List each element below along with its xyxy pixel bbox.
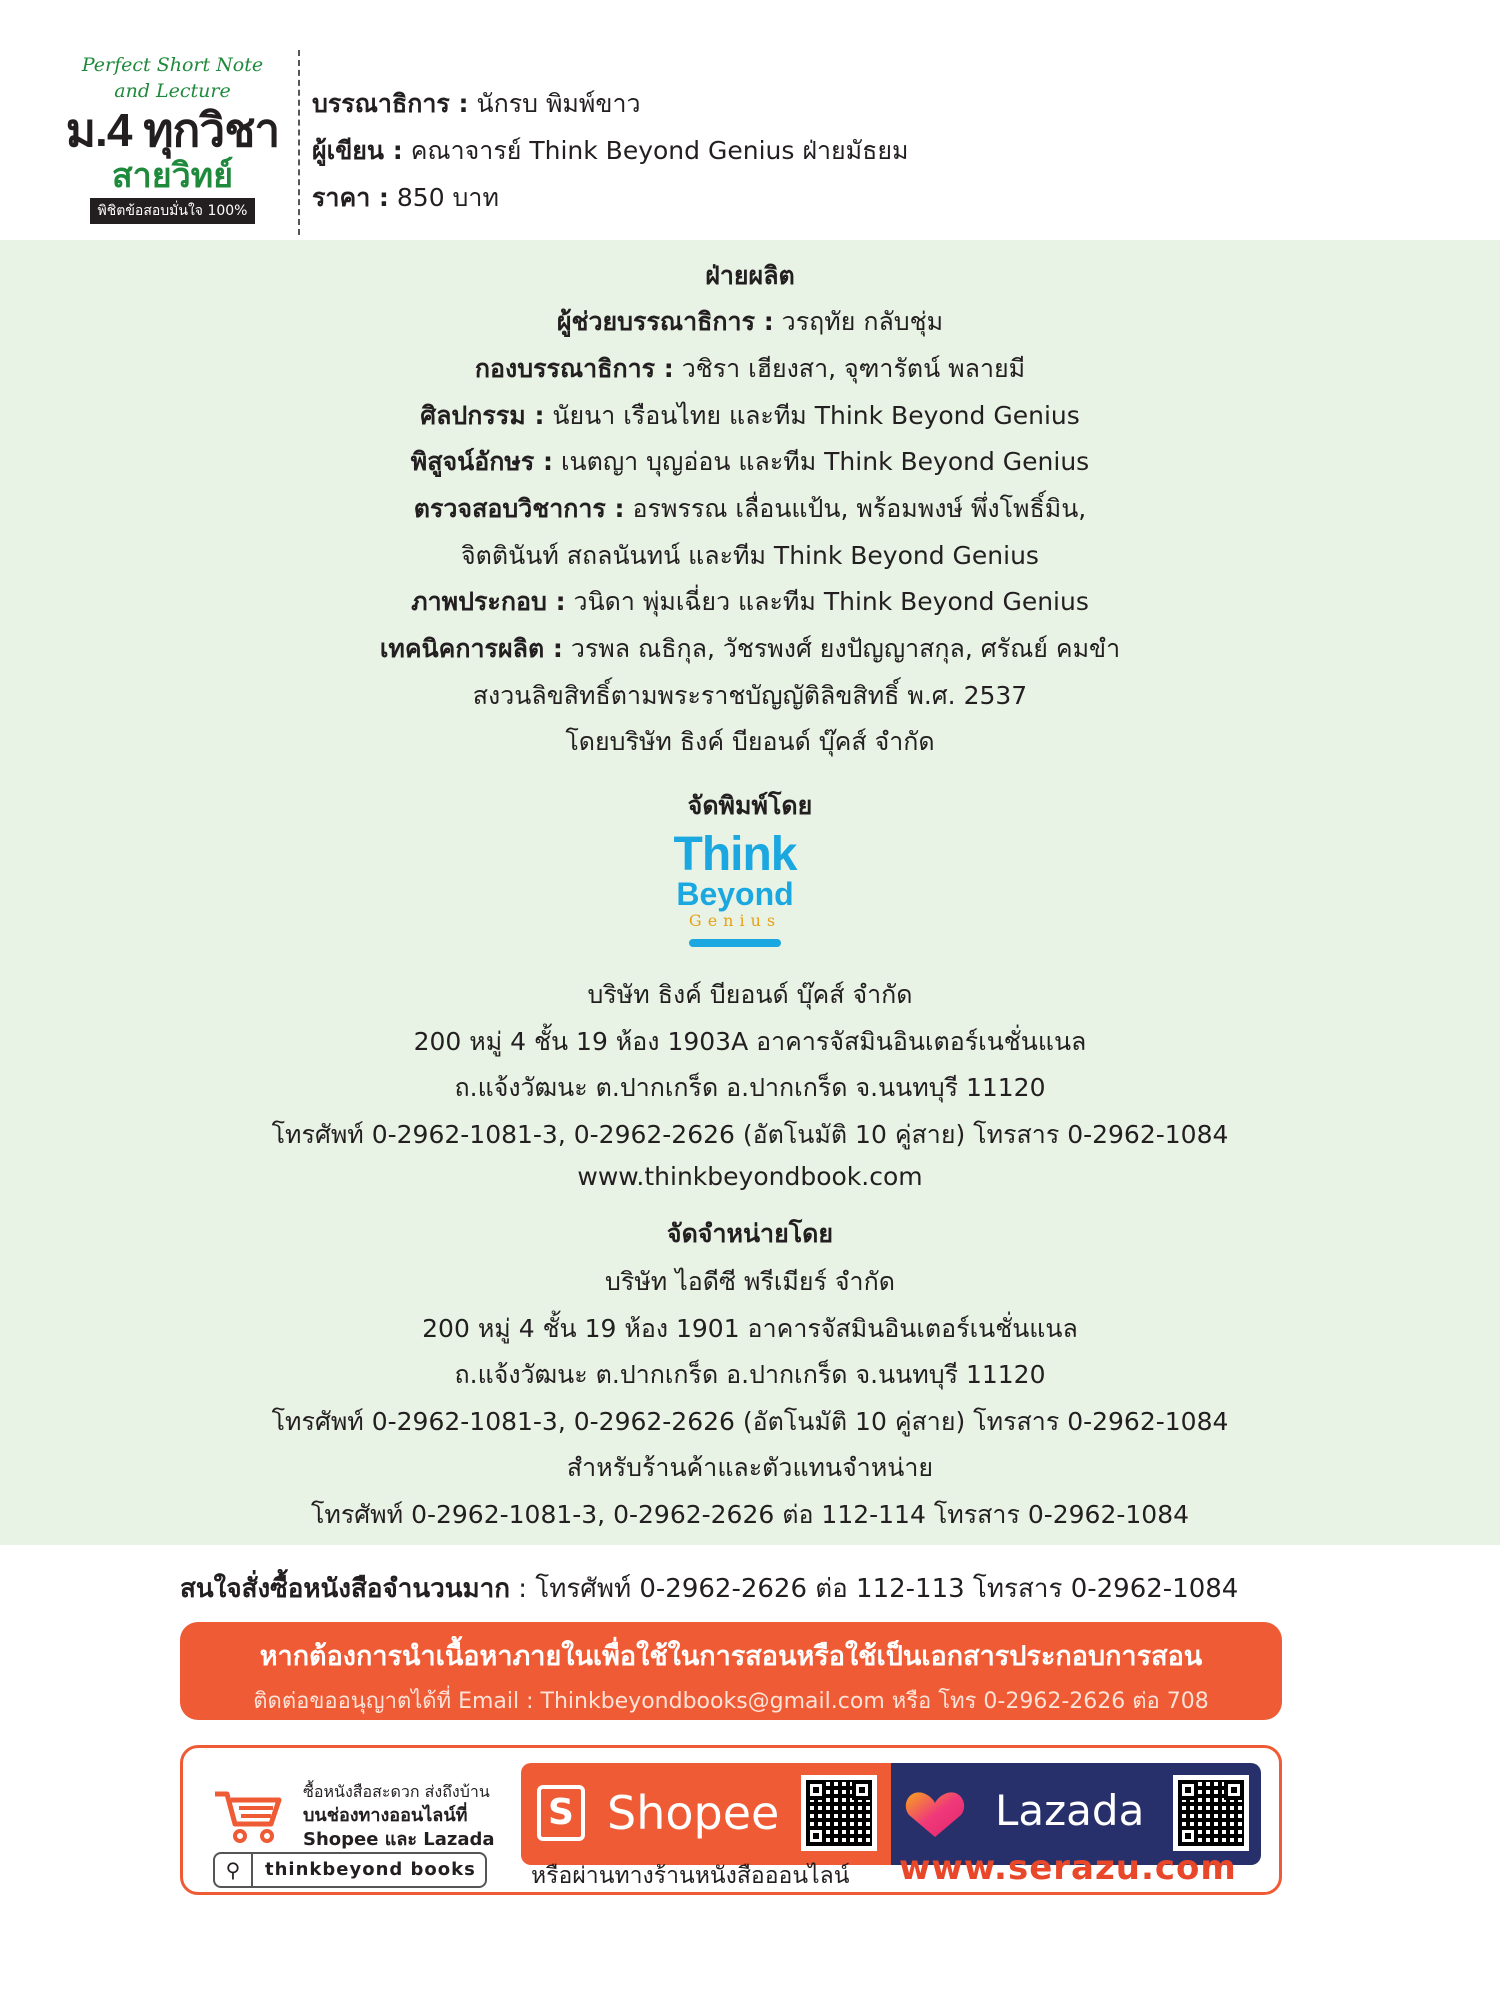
shop-promo: ซื้อหนังสือสะดวก ส่งถึงบ้าน บนช่องทางออนไลน์ที่ Shopee และ Lazada [303, 1782, 495, 1850]
serazu-label: หรือผ่านทางร้านหนังสือออนไลน์ [531, 1863, 850, 1889]
publisher-website[interactable]: www.thinkbeyondbook.com [577, 1162, 923, 1191]
series-line-2: and Lecture [114, 80, 231, 102]
production-row: ศิลปกรรม : นัยนา เรือนไทย และทีม Think Beyond Genius [420, 401, 1080, 430]
credits-list [312, 80, 909, 221]
shopping-cart-icon [213, 1788, 283, 1844]
book-title: ม.4 ทุกวิชา [65, 104, 280, 156]
header-divider [298, 50, 300, 235]
publisher-line: 200 หมู่ 4 ชั้น 19 ห้อง 1903A อาคารจัสมินอินเตอร์เนชั่นแนล [413, 1027, 1087, 1056]
logo-underline [689, 939, 781, 947]
book-logo [60, 52, 285, 224]
book-tagline: พิชิตข้อสอบมั่นใจ 100% [90, 198, 256, 224]
header [0, 0, 1500, 240]
publisher-heading: จัดพิมพ์โดย [687, 791, 813, 820]
distributor-heading: จัดจำหน่ายโดย [666, 1219, 834, 1248]
credit-author: ผู้เขียน : คณาจารย์ Think Beyond Genius ฝ่ายมัธยม [312, 136, 909, 165]
search-box[interactable] [213, 1852, 487, 1888]
production-row: พิสูจน์อักษร : เนตญา บุญอ่อน และทีม Think Beyond Genius [410, 447, 1090, 476]
production-row: โดยบริษัท ธิงค์ บียอนด์ บุ๊คส์ จำกัด [565, 727, 935, 756]
production-heading: ฝ่ายผลิต [705, 261, 795, 290]
distributor-line: ถ.แจ้งวัฒนะ ต.ปากเกร็ด อ.ปากเกร็ด จ.นนทบุรี 11120 [454, 1360, 1046, 1389]
series-line-1: Perfect Short Note [81, 54, 264, 76]
search-icon: ⚲ [215, 1854, 253, 1886]
permission-line-1: หากต้องการนำเนื้อหาภายในเพื่อใช้ในการสอนหรือใช้เป็นเอกสารประกอบการสอน [259, 1641, 1203, 1672]
production-row: ภาพประกอบ : วนิดา พุ่มเฉี่ยว และทีม Think Beyond Genius [411, 587, 1089, 616]
publisher-line: บริษัท ธิงค์ บียอนด์ บุ๊คส์ จำกัด [587, 980, 913, 1009]
think-beyond-genius-logo: Think Beyond Genius [665, 832, 805, 951]
production-row: จิตตินันท์ สถลนันทน์ และทีม Think Beyond Genius [461, 541, 1039, 570]
credit-price: ราคา : 850 บาท [312, 183, 499, 212]
lazada-heart-icon [905, 1785, 965, 1841]
shopee-banner[interactable] [521, 1763, 893, 1865]
production-row: เทคนิคการผลิต : วรพล ณธิกุล, วัชรพงศ์ ยงปัญญาสกุล, ศรัณย์ คมขำ [379, 634, 1121, 663]
book-subtitle: สายวิทย์ [111, 157, 234, 195]
production-row: สงวนลิขสิทธิ์ตามพระราชบัญญัติลิขสิทธิ์ พ.ศ. 2537 [472, 681, 1028, 710]
distributor-line: บริษัท ไอดีซี พรีเมียร์ จำกัด [605, 1267, 895, 1296]
search-text: thinkbeyond books [265, 1859, 476, 1880]
shopee-qr-code [801, 1775, 877, 1851]
production-row: ผู้ช่วยบรรณาธิการ : วรฤทัย กลับชุ่ม [556, 307, 944, 336]
distributor-line: 200 หมู่ 4 ชั้น 19 ห้อง 1901 อาคารจัสมินอินเตอร์เนชั่นแนล [422, 1314, 1078, 1343]
lazada-label: Lazada [995, 1786, 1145, 1835]
bulk-order: สนใจสั่งซื้อหนังสือจำนวนมาก : โทรศัพท์ 0-2962-2626 ต่อ 112-113 โทรสาร 0-2962-1084 [180, 1574, 1239, 1604]
permission-banner [180, 1622, 1282, 1720]
production-row: ตรวจสอบวิชาการ : อรพรรณ เลื่อนแป้น, พร้อมพงษ์ พึ่งโพธิ์มิน, [413, 494, 1087, 523]
production-row: กองบรรณาธิการ : วชิรา เฮียงสา, จุฑารัตน์ พลายมี [474, 354, 1026, 383]
credit-editor: บรรณาธิการ : นักรบ พิมพ์ขาว [312, 89, 641, 118]
shopee-label: Shopee [607, 1786, 780, 1840]
distributor-line: สำหรับร้านค้าและตัวแทนจำหน่าย [566, 1453, 934, 1482]
serazu-link[interactable]: www.serazu.com [899, 1848, 1237, 1888]
online-shop-box [180, 1745, 1282, 1895]
distributor-line: โทรศัพท์ 0-2962-1081-3, 0-2962-2626 (อัตโนมัติ 10 คู่สาย) โทรสาร 0-2962-1084 [271, 1407, 1229, 1436]
permission-line-2: ติดต่อขออนุญาตได้ที่ Email : Thinkbeyondbooks@gmail.com หรือ โทร 0-2962-2626 ต่อ 708 [253, 1689, 1209, 1714]
shopee-bag-icon: S [537, 1785, 585, 1841]
publisher-line: ถ.แจ้งวัฒนะ ต.ปากเกร็ด อ.ปากเกร็ด จ.นนทบุรี 11120 [454, 1073, 1046, 1102]
lazada-qr-code [1173, 1775, 1249, 1851]
distributor-line: โทรศัพท์ 0-2962-1081-3, 0-2962-2626 ต่อ 112-114 โทรสาร 0-2962-1084 [310, 1500, 1190, 1529]
publisher-line: โทรศัพท์ 0-2962-1081-3, 0-2962-2626 (อัตโนมัติ 10 คู่สาย) โทรสาร 0-2962-1084 [271, 1120, 1229, 1149]
